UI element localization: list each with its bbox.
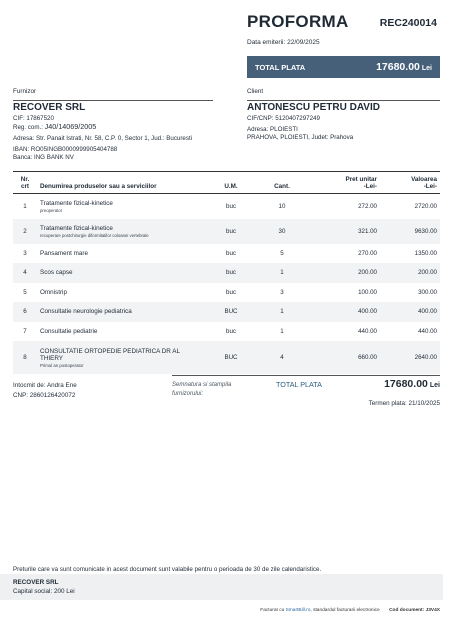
row-price: 400.00 (308, 302, 380, 322)
row-nr: 6 (13, 302, 37, 322)
row-value: 300.00 (418, 288, 437, 296)
table-row (13, 341, 440, 374)
row-description (37, 341, 206, 374)
row-desc-main: Omnistrip (40, 288, 67, 296)
row-description (37, 302, 206, 322)
row-um: buc (206, 219, 256, 244)
row-value: 200.00 (380, 263, 440, 283)
document-number: REC240014 (379, 17, 437, 29)
items-table (13, 171, 440, 374)
row-price: 200.00 (308, 263, 380, 283)
total-banner (247, 56, 440, 78)
row-desc-sub: preoperator (40, 207, 63, 213)
row-um: buc (206, 263, 256, 283)
row-desc-main: Tratamente fizical-kinetice (40, 224, 113, 232)
row-value: 440.00 (418, 327, 437, 335)
row-nr: 7 (23, 327, 27, 335)
client-divider (247, 100, 440, 101)
table-row (13, 322, 440, 342)
table-row (13, 244, 440, 264)
row-nr: 8 (13, 341, 37, 374)
row-description (37, 244, 206, 264)
summary-total-amount: 17680.00 (384, 378, 428, 390)
row-value: 400.00 (380, 302, 440, 322)
row-qty: 30 (256, 219, 308, 244)
col-value-header-l1: Valoarea (411, 176, 437, 183)
row-value: 9630.00 (380, 219, 440, 244)
total-banner-amount: 17680.00 (376, 61, 420, 73)
supplier-caption: Furnizor (13, 88, 37, 95)
issuer-cnp: CNP: 2860126420072 (13, 392, 76, 399)
row-price: 100.00 (358, 288, 377, 296)
row-qty: 4 (256, 341, 308, 374)
row-nr: 5 (23, 288, 27, 296)
signature-block (172, 381, 231, 399)
col-price-header-l2: -Lei- (363, 183, 377, 190)
row-nr: 1 (23, 202, 27, 210)
row-um: BUC (206, 302, 256, 322)
row-nr: 2 (13, 219, 37, 244)
col-desc-header: Denumirea produselor sau a serviciilor (37, 172, 206, 194)
row-qty: 1 (256, 302, 308, 322)
row-nr: 4 (13, 263, 37, 283)
row-value: 2720.00 (414, 202, 437, 210)
supplier-iban: IBAN: RO05INGB0000999905404788 (13, 145, 118, 153)
document-code: Cod document: J3V4X (389, 608, 440, 613)
row-value: 1350.00 (414, 249, 437, 257)
client-cnp: CIF/CNP: 5120407297249 (247, 114, 320, 122)
summary-divider (172, 375, 440, 376)
company-footer (0, 574, 443, 600)
row-desc-main: CONSULTATIE ORTOPEDIE PEDIATRICA DR AL THIERY (40, 347, 180, 362)
row-nr: 3 (23, 249, 27, 257)
supplier-bank: Banca: ING BANK NV (13, 153, 74, 161)
total-banner-currency: Lei (421, 65, 432, 72)
made-with-suffix: , standardul facturarii electronice (310, 608, 380, 613)
issuer-name: Intocmit de: Andra Ene (13, 382, 77, 389)
row-desc-main: Consultatie neurologie pediatrica (40, 308, 132, 316)
row-desc-main: Tratamente fizical-kinetice (40, 199, 113, 207)
row-qty: 1 (280, 327, 284, 335)
company-footer-name: RECOVER SRL (13, 579, 59, 586)
made-with-prefix: Facturat cu (260, 608, 285, 613)
row-um: buc (226, 327, 236, 335)
table-row (13, 263, 440, 283)
col-price-header-l1: Pret unitar (345, 176, 377, 183)
table-row (13, 194, 440, 219)
issue-date: Data emiterii: 22/09/2025 (247, 39, 320, 46)
col-qty-header: Cant. (256, 172, 308, 194)
row-desc-main: Scos capse (40, 269, 73, 277)
col-nr-header: Nr. crt (13, 172, 37, 194)
row-price: 440.00 (358, 327, 377, 335)
client-address: Adresa: PLOIESTI (247, 125, 298, 133)
summary-total-currency: Lei (429, 382, 440, 389)
signature-label-line2: furnizorului: (172, 391, 204, 397)
table-row (13, 283, 440, 303)
smartbill-link[interactable]: SmartBill.ro (285, 608, 311, 613)
col-price-header (308, 172, 380, 194)
supplier-divider (13, 100, 213, 101)
supplier-reg-value: J40/14069/2005 (44, 121, 97, 131)
client-name: ANTONESCU PETRU DAVID (247, 101, 380, 113)
row-um: buc (226, 288, 236, 296)
company-footer-capital: Capital social: 200 Lei (13, 588, 75, 595)
items-table-body (13, 194, 440, 375)
supplier-name: RECOVER SRL (13, 101, 86, 113)
validity-disclaimer: Preturile care va sunt comunicate in acest document sunt valabile pentru o perioada de 30 de zile calendaristice. (13, 566, 322, 573)
table-row (13, 219, 440, 244)
table-row (13, 302, 440, 322)
row-price: 660.00 (308, 341, 380, 374)
row-price: 272.00 (358, 202, 377, 210)
supplier-cif: CIF: 17867520 (13, 114, 54, 122)
supplier-reg-label: Reg. com.: (13, 123, 43, 131)
row-description (37, 322, 206, 342)
items-table-header (13, 172, 440, 194)
due-date: Termen plata: 21/10/2025 (368, 400, 440, 407)
row-desc-main: Consultatie pediatrie (40, 327, 98, 335)
row-price: 321.00 (308, 219, 380, 244)
signature-label: Semnatura si stampila (172, 382, 232, 388)
row-price: 270.00 (358, 249, 377, 257)
col-value-header (380, 172, 440, 194)
row-description (37, 219, 206, 244)
client-block (247, 88, 440, 142)
row-desc-sub: Primul an postoperator (40, 362, 84, 368)
row-desc-main: Pansament mare (40, 249, 88, 257)
row-qty: 5 (280, 249, 284, 257)
issuer-block (13, 381, 77, 401)
col-um-header: U.M. (206, 172, 256, 194)
summary-total-value (384, 378, 440, 390)
client-address-line2: PRAHOVA, PLOIESTI, Judet: Prahova (247, 133, 354, 141)
page-footer (260, 608, 440, 613)
supplier-address: Adresa: Str. Panait Istrati, Nr. 58, C.P. 0, Sector 1, Jud.: Bucuresti (13, 134, 193, 142)
row-qty: 10 (278, 202, 286, 210)
total-banner-value (376, 61, 432, 73)
row-description (37, 283, 206, 303)
client-caption: Client (247, 88, 264, 95)
row-qty: 3 (280, 288, 284, 296)
supplier-block (13, 88, 213, 162)
row-um: buc (226, 202, 236, 210)
row-desc-sub: recuperare postchirurgie diformitatilor coloanei vertebrale (40, 232, 149, 238)
col-value-header-l2: -Lei- (423, 183, 437, 190)
row-value: 2640.00 (380, 341, 440, 374)
row-um: BUC (206, 341, 256, 374)
supplier-reg (13, 123, 213, 132)
document-title: PROFORMA (247, 12, 349, 31)
row-qty: 1 (256, 263, 308, 283)
row-description (37, 194, 206, 219)
summary-total-label: TOTAL PLATA (276, 380, 322, 389)
row-description (37, 263, 206, 283)
row-um: buc (226, 249, 236, 257)
total-banner-label: TOTAL PLATA (255, 62, 306, 72)
